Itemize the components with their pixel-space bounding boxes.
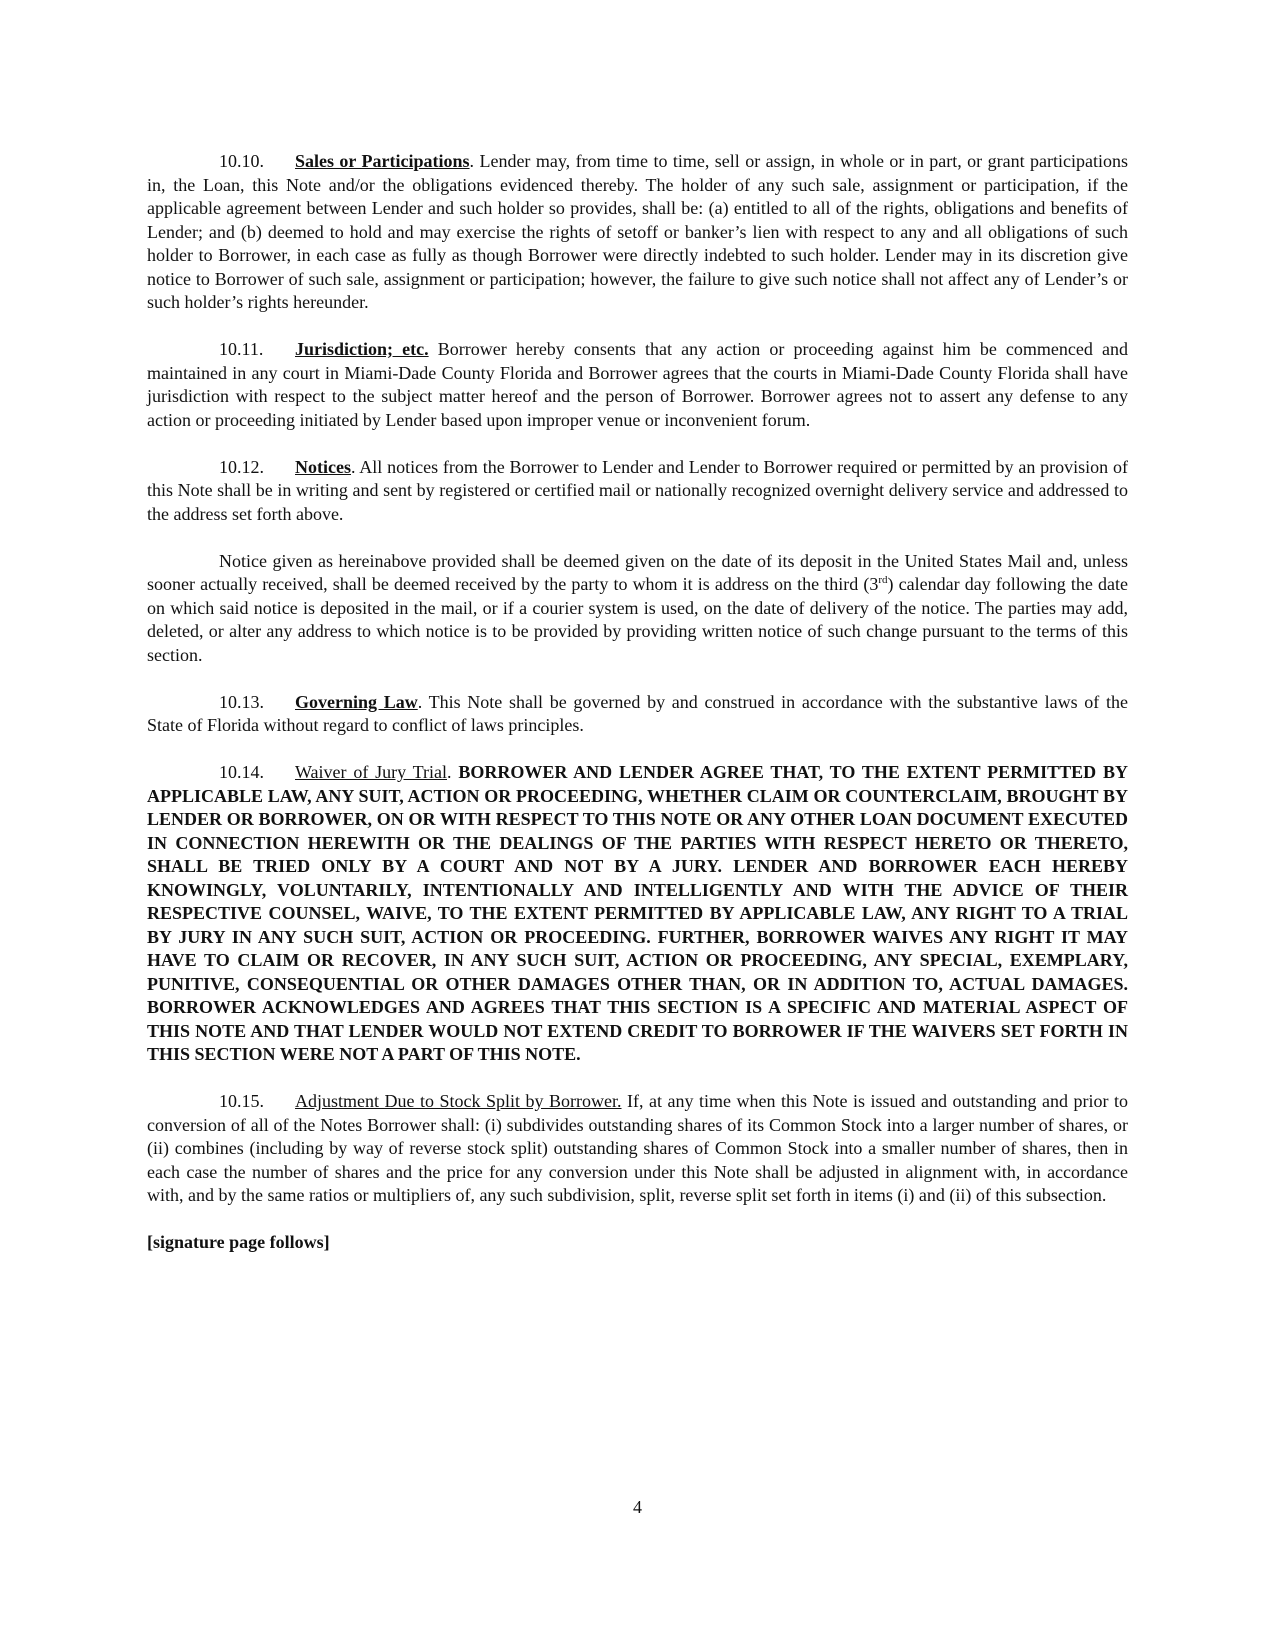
section-heading: Notices — [295, 456, 351, 477]
section-heading: Governing Law — [295, 691, 418, 712]
section-heading: Waiver of Jury Trial — [295, 762, 447, 782]
section-text: Borrower hereby consents that any action or proceeding against him be commenced and maintained in any court in Miami-Dade County Florida and Borrower agrees that the courts in Miami-Dade County Florida shall have jurisdiction with respect to the subject matter hereof and the person of Borrower. Borrower agrees not to assert any defense to any action or proceeding initiated by Lender based upon improper venue or inconvenient forum. — [147, 339, 1129, 430]
signature-page-note: [signature page follows] — [147, 1232, 330, 1252]
section-10-10 — [147, 150, 1128, 315]
notice-paragraph — [147, 550, 1128, 668]
section-number: 10.11. — [219, 339, 264, 359]
section-number: 10.14. — [219, 762, 264, 782]
section-number: 10.12. — [219, 456, 264, 477]
section-heading-separator: . — [447, 762, 459, 782]
notice-text-part1: Notice given as hereinabove provided shall be deemed given on the date of its deposit in the United States Mail and, unless sooner actually received, shall be deemed received by the party to whom it is address on the third (3 — [147, 550, 1128, 594]
section-10-12 — [147, 456, 1128, 527]
section-text: . This Note shall be governed by and construed in accordance with the substantive laws of the State of Florida without regard to conflict of laws principles. — [147, 691, 1128, 735]
section-heading: Adjustment Due to Stock Split by Borrower. — [295, 1091, 622, 1111]
section-number: 10.15. — [219, 1091, 264, 1111]
section-10-15 — [147, 1090, 1128, 1208]
document-body — [147, 150, 1128, 1278]
section-number: 10.13. — [219, 691, 264, 712]
section-10-11 — [147, 338, 1128, 432]
ordinal-superscript: rd — [878, 574, 888, 586]
section-10-14 — [147, 761, 1128, 1067]
section-heading: Jurisdiction; etc. — [295, 339, 429, 359]
section-heading: Sales or Participations — [295, 151, 470, 171]
section-text: BORROWER AND LENDER AGREE THAT, TO THE EXTENT PERMITTED BY APPLICABLE LAW, ANY SUIT, ACTION OR PROCEEDING, WHETHER CLAIM OR COUNTERCLAIM, BROUGHT BY LENDER OR BORROWER, ON OR WITH RESPECT TO THIS NOTE OR ANY OTHER LOAN DOCUMENT EXECUTED IN CONNECTION HEREWITH OR THE DEALINGS OF THE PARTIES WITH RESPECT HERETO OR THERETO, SHALL BE TRIED ONLY BY A COURT AND NOT BY A JURY. LENDER AND BORROWER EACH HEREBY KNOWINGLY, VOLUNTARILY, INTENTIONALLY AND INTELLIGENTLY AND WITH THE ADVICE OF THEIR RESPECTIVE COUNSEL, WAIVE, TO THE EXTENT PERMITTED BY APPLICABLE LAW, ANY RIGHT TO A TRIAL BY JURY IN ANY SUCH SUIT, ACTION OR PROCEEDING. FURTHER, BORROWER WAIVES ANY RIGHT IT MAY HAVE TO CLAIM OR RECOVER, IN ANY SUCH SUIT, ACTION OR PROCEEDING, ANY SPECIAL, EXEMPLARY, PUNITIVE, CONSEQUENTIAL OR OTHER DAMAGES OTHER THAN, OR IN ADDITION TO, ACTUAL DAMAGES. BORROWER ACKNOWLEDGES AND AGREES THAT THIS SECTION IS A SPECIFIC AND MATERIAL ASPECT OF THIS NOTE AND THAT LENDER WOULD NOT EXTEND CREDIT TO BORROWER IF THE WAIVERS SET FORTH IN THIS SECTION WERE NOT A PART OF THIS NOTE. — [147, 762, 1129, 1064]
section-text: . All notices from the Borrower to Lender and Lender to Borrower required or permitted by an provision of this Note shall be in writing and sent by registered or certified mail or nationally recognized overnight delivery service and addressed to the address set forth above. — [147, 456, 1128, 524]
section-text: If, at any time when this Note is issued and outstanding and prior to conversion of all of the Notes Borrower shall: (i) subdivides outstanding shares of its Common Stock into a larger number of shares, or (ii) combines (including by way of reverse stock split) outstanding shares of Common Stock into a smaller number of shares, then in each case the number of shares and the price for any conversion under this Note shall be adjusted in alignment with, in accordance with, and by the same ratios or multipliers of, any such subdivision, split, reverse split set forth in items (i) and (ii) of this subsection. — [147, 1091, 1128, 1205]
section-10-13 — [147, 691, 1128, 738]
section-text: . Lender may, from time to time, sell or assign, in whole or in part, or grant participations in, the Loan, this Note and/or the obligations evidenced thereby. The holder of any such sale, assignment or participation, if the applicable agreement between Lender and such holder so provides, shall be: (a) entitled to all of the rights, obligations and benefits of Lender; and (b) deemed to hold and may exercise the rights of setoff or banker’s lien with respect to any and all obligations of such holder to Borrower, in each case as fully as though Borrower were directly indebted to such holder. Lender may in its discretion give notice to Borrower of such sale, assignment or participation; however, the failure to give such notice shall not affect any of Lender’s or such holder’s rights hereunder. — [147, 151, 1128, 312]
section-number: 10.10. — [219, 151, 264, 171]
notice-text-part2: ) calendar day following the date on which said notice is deposited in the mail, or if a courier system is used, on the date of delivery of the notice. The parties may add, deleted, or alter any address to which notice is to be provided by providing written notice of such change pursuant to the terms of this section. — [147, 574, 1128, 665]
page-number: 4 — [633, 1497, 642, 1517]
